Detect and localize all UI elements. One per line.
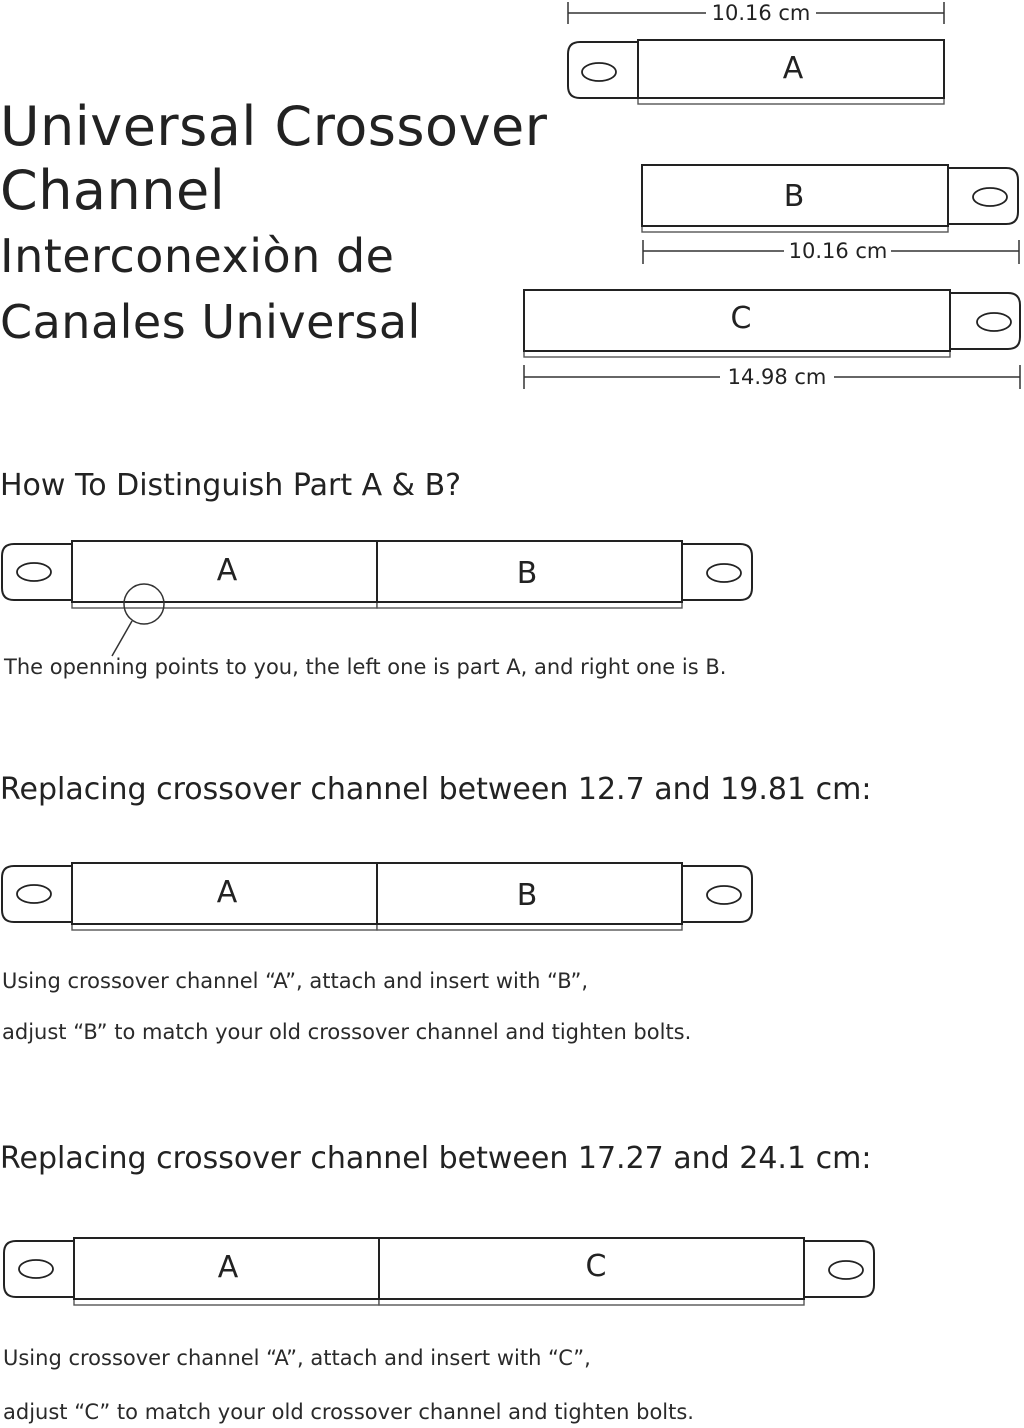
distinguish-heading: How To Distinguish Part A & B? [0, 468, 462, 503]
distinguish-b-label: B [516, 556, 538, 591]
part-b-bolt-hole [973, 188, 1007, 206]
part-b-label: B [783, 179, 805, 214]
part-a-label: A [782, 51, 804, 86]
range1-left-bolt-hole [17, 885, 51, 903]
subtitle-line-2: Canales Universal [0, 295, 421, 349]
subtitle-line-1: Interconexiòn de [0, 229, 395, 283]
range2-assembly [4, 1238, 874, 1305]
distinguish-a-label: A [216, 553, 238, 588]
title-line-1: Universal Crossover [0, 95, 548, 158]
range1-instruction-1: Using crossover channel “A”, attach and insert with “B”, [2, 969, 589, 993]
range2-left-bolt-hole [19, 1260, 53, 1278]
part-a-diagram [568, 1, 944, 104]
dim-a-label: 10.16 cm [711, 1, 811, 25]
dim-b-label: 10.16 cm [788, 239, 888, 263]
part-b-diagram [642, 165, 1019, 264]
range1-instruction-2: adjust “B” to match your old crossover channel and tighten bolts. [2, 1020, 692, 1044]
part-c-diagram [524, 290, 1020, 389]
opening-callout-leader [112, 621, 132, 656]
range1-assembly [2, 863, 752, 930]
range1-b-label: B [516, 878, 538, 913]
part-c-label: C [730, 301, 752, 336]
range2-a-label: A [217, 1250, 239, 1285]
range2-instruction-1: Using crossover channel “A”, attach and insert with “C”, [3, 1346, 591, 1370]
title-line-2: Channel [0, 159, 226, 222]
distinguish-right-bolt-hole [707, 564, 741, 582]
range1-a-label: A [216, 875, 238, 910]
distinguish-left-bolt-hole [17, 563, 51, 581]
part-a-bolt-hole [582, 63, 616, 81]
range1-heading: Replacing crossover channel between 12.7 and 19.81 cm: [0, 772, 872, 807]
range2-right-bolt-hole [829, 1261, 863, 1279]
range2-instruction-2: adjust “C” to match your old crossover channel and tighten bolts. [3, 1400, 694, 1424]
part-c-bolt-hole [977, 313, 1011, 331]
dim-c-label: 14.98 cm [727, 365, 827, 389]
distinguish-note: The openning points to you, the left one is part A, and right one is B. [4, 655, 727, 679]
range2-heading: Replacing crossover channel between 17.27 and 24.1 cm: [0, 1141, 872, 1176]
range1-right-bolt-hole [707, 886, 741, 904]
range2-c-label: C [585, 1249, 607, 1284]
distinguish-assembly [2, 541, 752, 656]
